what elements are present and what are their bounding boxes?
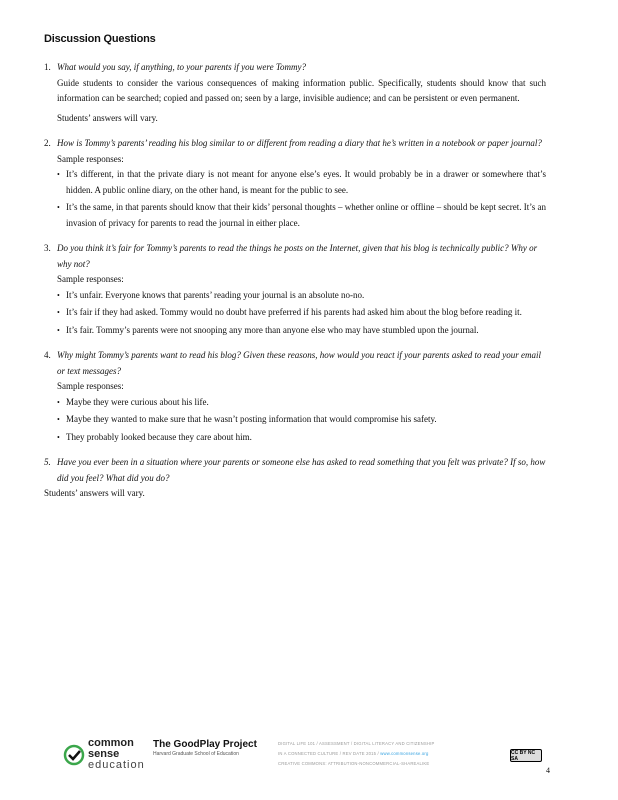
footer-credits	[278, 739, 503, 769]
closing-text: Students’ answers will vary.	[57, 112, 158, 123]
question-number: 2.	[44, 138, 51, 148]
logo-line-2: sense	[88, 748, 120, 760]
sample-responses-label: Sample responses:	[57, 381, 124, 391]
question-text: What would you say, if anything, to your parents if you were Tommy?	[57, 62, 306, 72]
question-block	[44, 348, 546, 445]
common-sense-logo	[63, 738, 145, 771]
response-item: • It’s the same, in that parents should know that their kids’ personal thoughts – whether online or offline – should be kept secret. It’s an invasion of privacy for parents to read the journal in either place.	[57, 200, 546, 231]
response-item: • Maybe they were curious about his life.	[57, 395, 546, 411]
question-text: Have you ever been in a situation where your parents or someone else has asked to read something that you felt was private? If so, how did you feel? What did you do?	[57, 457, 546, 483]
creative-commons-badge: CC BY NC SA	[510, 749, 542, 762]
section-heading: Discussion Questions	[44, 33, 156, 45]
question-block	[44, 241, 546, 338]
page-number: 4	[546, 766, 550, 775]
footer-credit-line-3: CREATIVE COMMONS: ATTRIBUTION-NONCOMMERCIAL-SHAREALIKE	[278, 761, 430, 766]
goodplay-subtitle: Harvard Graduate School of Education	[153, 751, 239, 757]
response-item: • It’s different, in that the private diary is not meant for anyone else’s eyes. It would probably be in a drawer or somewhere that’s hidden. A public online diary, on the other hand, is meant for the public to see.	[57, 167, 546, 198]
footer-website-link[interactable]: www.commonsense.org	[380, 751, 429, 756]
sample-responses-label: Sample responses:	[57, 274, 124, 284]
checkmark-circle-icon	[63, 744, 85, 766]
question-block	[44, 136, 546, 231]
logo-line-1: common	[88, 737, 134, 749]
response-list	[44, 395, 546, 446]
goodplay-title: The GoodPlay Project	[153, 739, 257, 750]
question-text: How is Tommy’s parents’ reading his blog similar to or different from reading a diary that he’s written in a notebook or paper journal?	[57, 138, 542, 148]
questions-list	[44, 60, 546, 512]
question-number: 5.	[44, 457, 51, 467]
response-item: • It’s fair. Tommy’s parents were not snooping any more than anyone else who may have stumbled upon the journal.	[57, 323, 546, 339]
response-list	[44, 288, 546, 339]
response-item: • They probably looked because they care about him.	[57, 430, 546, 446]
footer-credit-line-1: DIGITAL LIFE 101 / ASSESSMENT / DIGITAL LITERACY AND CITIZENSHIP	[278, 741, 435, 746]
closing-text: Students’ answers will vary.	[44, 488, 145, 498]
question-number: 4.	[44, 350, 51, 360]
question-number: 1.	[44, 62, 51, 72]
response-list	[44, 167, 546, 231]
sample-responses-label: Sample responses:	[57, 153, 124, 164]
question-block	[44, 455, 546, 502]
response-item: • It’s fair if they had asked. Tommy would no doubt have preferred if his parents had asked him about the blog before reading it.	[57, 305, 546, 321]
response-item: • Maybe they wanted to make sure that he wasn’t posting information that would compromise his safety.	[57, 412, 546, 428]
guide-text: Guide students to consider the various consequences of making information public. Specifically, students should know that such information can be searched; copied and passed on; seen by a large, invisible audience; and can be persistent or even permanent.	[57, 77, 546, 103]
footer-credit-line-2: IN A CONNECTED CULTURE / REV DATE 2015 /	[278, 751, 381, 756]
question-text: Do you think it’s fair for Tommy’s parents to read the things he posts on the Internet, given that his blog is technically public? Why or why not?	[57, 243, 538, 269]
logo-line-3: education	[88, 759, 145, 771]
question-block	[44, 60, 546, 126]
goodplay-logo	[153, 739, 257, 757]
response-item: • It’s unfair. Everyone knows that parents’ reading your journal is an absolute no-no.	[57, 288, 546, 304]
question-number: 3.	[44, 243, 51, 253]
question-text: Why might Tommy’s parents want to read his blog? Given these reasons, how would you react if your parents asked to read your email or text messages?	[57, 350, 541, 376]
